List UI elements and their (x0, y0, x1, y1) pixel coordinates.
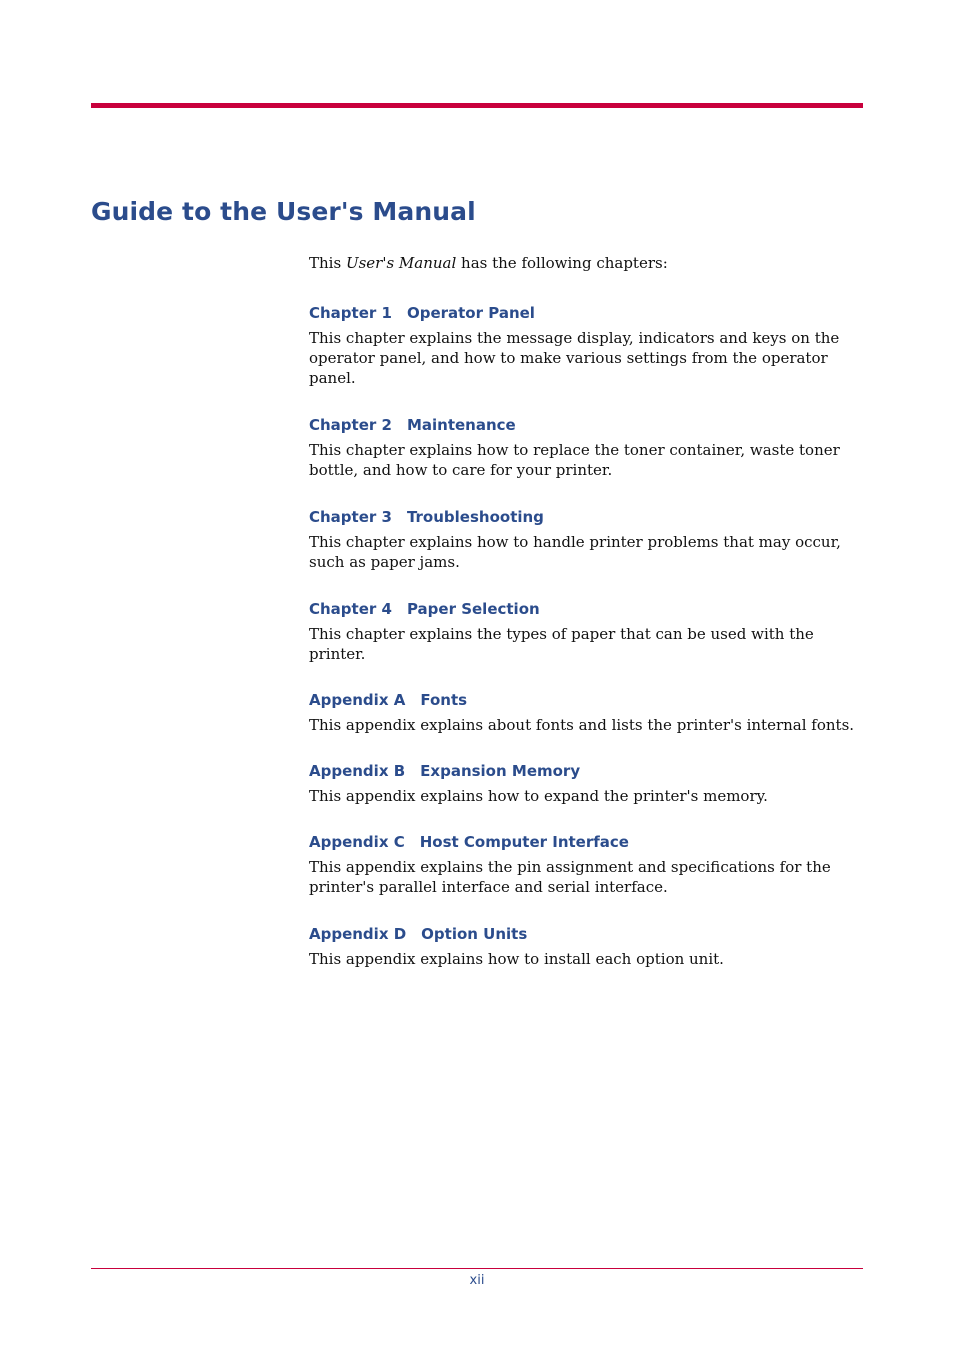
section-description: This chapter explains the message display, indicators and keys on the operator panel, and how to make various settings from the operator panel. (309, 329, 840, 387)
section-heading[interactable] (309, 690, 869, 710)
section-number: Appendix D (309, 925, 407, 943)
section-appendix-d (309, 924, 869, 969)
section-heading[interactable] (309, 924, 869, 944)
section-appendix-b (309, 761, 869, 806)
section-description: This appendix explains about fonts and lists the printer's internal fonts. (309, 716, 855, 734)
section-name: Troubleshooting (406, 508, 544, 526)
header-rule (91, 103, 863, 108)
section-heading[interactable] (309, 761, 869, 781)
section-chapter-4 (309, 599, 869, 664)
section-name: Operator Panel (406, 304, 535, 322)
section-heading[interactable] (309, 303, 869, 323)
intro-text-after: has the following chapters: (456, 254, 668, 272)
section-name: Fonts (420, 691, 468, 709)
section-name: Paper Selection (406, 600, 540, 618)
section-appendix-c (309, 832, 869, 897)
intro-manual-title: User's Manual (345, 254, 457, 272)
section-chapter-2 (309, 415, 869, 480)
section-description: This appendix explains the pin assignment and specifications for the printer's parallel interface and serial interface. (309, 858, 831, 896)
section-description: This chapter explains the types of paper that can be used with the printer. (309, 625, 814, 663)
intro-paragraph (309, 252, 869, 274)
section-description: This chapter explains how to replace the toner container, waste toner bottle, and how to care for your printer. (309, 441, 840, 479)
section-name: Option Units (421, 925, 528, 943)
section-heading[interactable] (309, 415, 869, 435)
section-number: Appendix C (309, 833, 405, 851)
section-chapter-3 (309, 507, 869, 572)
section-appendix-a (309, 690, 869, 735)
section-number: Chapter 4 (309, 600, 392, 618)
section-heading[interactable] (309, 599, 869, 619)
footer-rule (91, 1268, 863, 1269)
intro-text-before: This (309, 254, 346, 272)
section-heading[interactable] (309, 507, 869, 527)
section-number: Appendix B (309, 762, 406, 780)
section-chapter-1 (309, 303, 869, 388)
section-heading[interactable] (309, 832, 869, 852)
section-number: Chapter 1 (309, 304, 392, 322)
section-description: This appendix explains how to install each option unit. (309, 950, 724, 968)
page-number: xii (469, 1273, 485, 1288)
section-name: Maintenance (406, 416, 516, 434)
section-description: This chapter explains how to handle printer problems that may occur, such as paper jams. (309, 533, 841, 571)
section-name: Host Computer Interface (419, 833, 629, 851)
section-number: Chapter 2 (309, 416, 392, 434)
page-title: Guide to the User's Manual (91, 197, 476, 226)
content-column (309, 252, 869, 995)
section-name: Expansion Memory (420, 762, 581, 780)
section-number: Appendix A (309, 691, 406, 709)
section-number: Chapter 3 (309, 508, 392, 526)
section-description: This appendix explains how to expand the printer's memory. (309, 787, 768, 805)
